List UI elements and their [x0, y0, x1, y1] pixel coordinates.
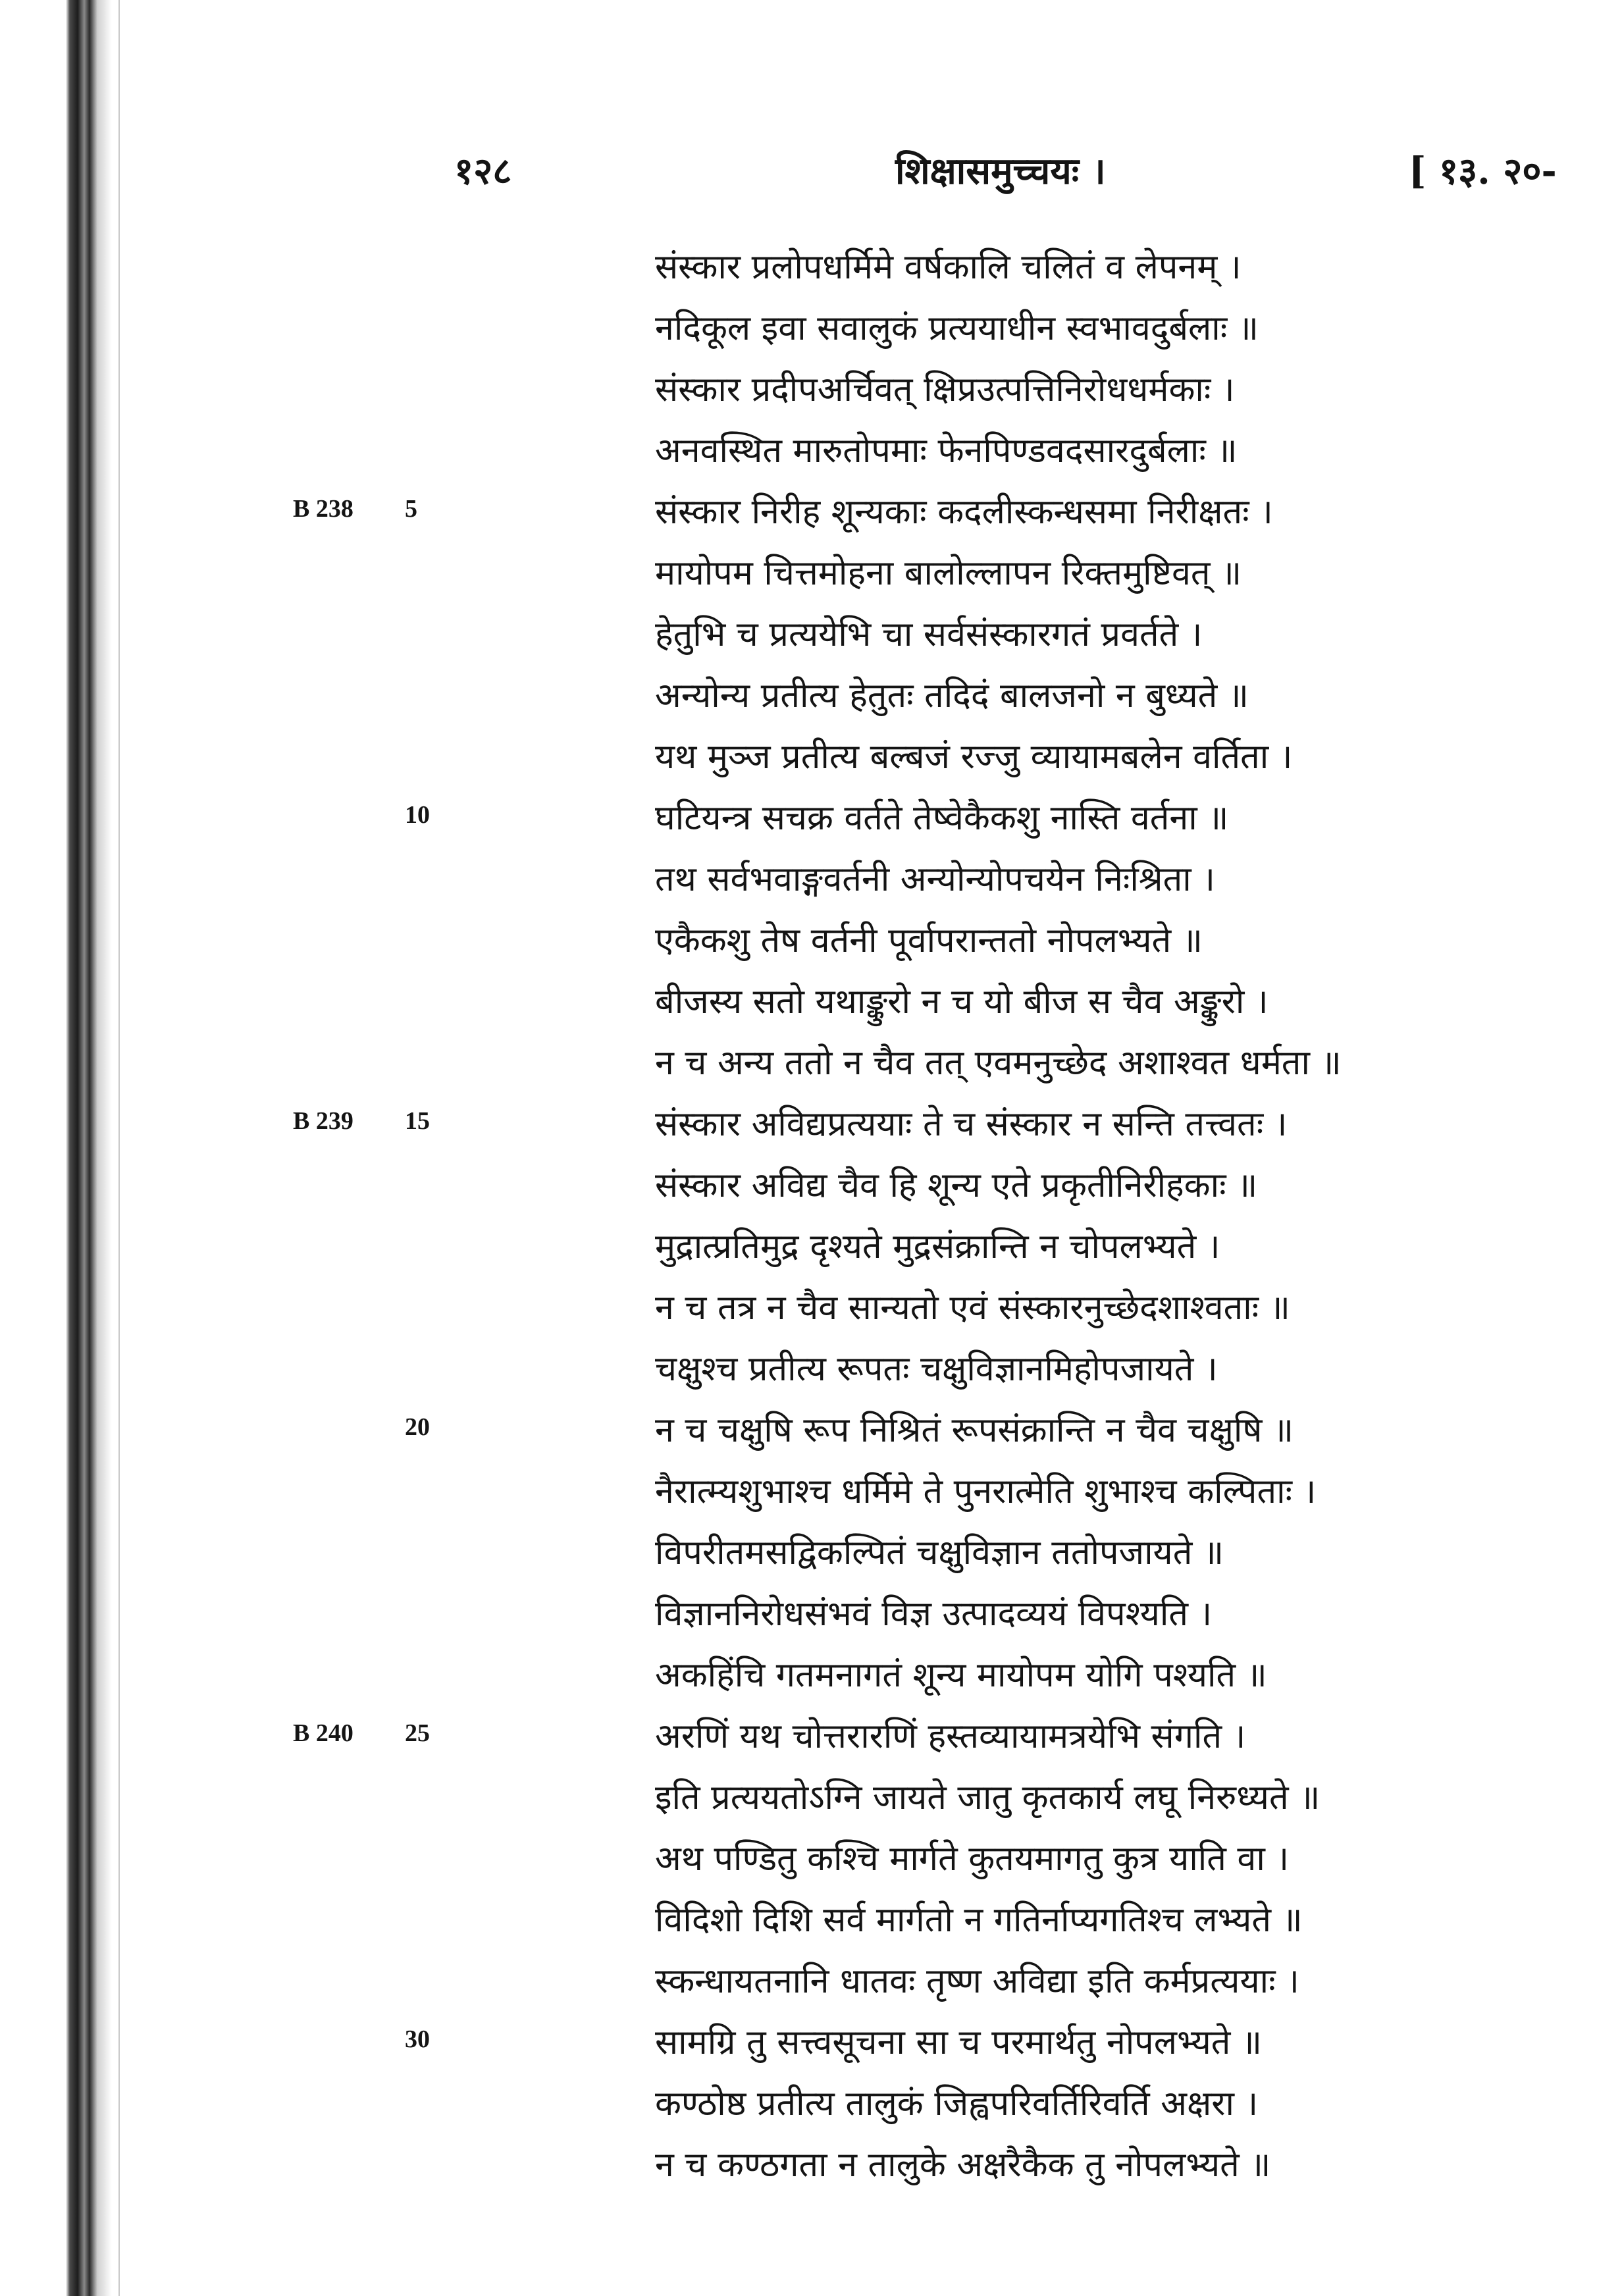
verse-line: अनवस्थित मारुतोपमाः फेनपिण्डवदसारदुर्बलाः ॥: [655, 431, 1238, 471]
page-number: १२८: [454, 149, 512, 193]
line-number-15: 15: [405, 1107, 430, 1135]
verse-block: [655, 237, 1603, 2196]
verse-line: विदिशो दिशि सर्व मार्गतो न गतिर्नाप्यगतिश्च लभ्यते ॥: [655, 1900, 1303, 1940]
verse-line: संस्कार अविद्य चैव हि शून्य एते प्रकृतीनिरीहकाः ॥: [655, 1166, 1258, 1205]
line-number-30: 30: [405, 2025, 430, 2053]
verse-line: मुद्रात्प्रतिमुद्र दृश्यते मुद्रसंक्रान्ति न चोपलभ्यते ।: [655, 1227, 1220, 1266]
verse-line: बीजस्य सतो यथाङ्कुरो न च यो बीज स चैव अङ्कुरो ।: [655, 982, 1269, 1022]
verse-line: सामग्रि तु सत्त्वसूचना सा च परमार्थतु नोपलभ्यते ॥: [655, 2023, 1263, 2062]
verse-line: न च कण्ठगता न तालुके अक्षरैकैक तु नोपलभ्यते ॥: [655, 2145, 1271, 2185]
verse-line: चक्षुश्च प्रतीत्य रूपतः चक्षुविज्ञानमिहोपजायते ।: [655, 1349, 1218, 1389]
book-binding-shadow: [0, 0, 132, 2296]
line-number-5: 5: [405, 495, 417, 523]
verse-line: मायोपम चित्तमोहना बालोल्लापन रिक्तमुष्टिवत् ॥: [655, 554, 1242, 593]
verse-line: हेतुभि च प्रत्ययेभि चा सर्वसंस्कारगतं प्रवर्तते ।: [655, 615, 1203, 654]
verse-line: एकैकशु तेष वर्तनी पूर्वापरान्ततो नोपलभ्यते ॥: [655, 921, 1203, 960]
verse-line: स्कन्धायतनानि धातवः तृष्ण अविद्या इति कर्मप्रत्ययाः ।: [655, 1962, 1299, 2001]
line-number-10: 10: [405, 801, 430, 829]
verse-line: तथ सर्वभवाङ्गवर्तनी अन्योन्योपचयेन निःश्रिता ।: [655, 860, 1215, 899]
line-number-25: 25: [405, 1719, 430, 1747]
verse-line: इति प्रत्ययतोऽग्नि जायते जातु कृतकार्य लघू निरुध्यते ॥: [655, 1778, 1321, 1817]
margin-reference-b238: B 238: [293, 495, 353, 523]
verse-line: अथ पण्डितु कश्चि मार्गते कुतयमागतु कुत्र याति वा ।: [655, 1839, 1290, 1879]
verse-line: न च अन्य ततो न चैव तत् एवमनुच्छेद अशाश्वत धर्मता ॥: [655, 1043, 1342, 1083]
verse-line: विपरीतमसद्विकल्पितं चक्षुविज्ञान ततोपजायते ॥: [655, 1533, 1224, 1573]
verse-line: यथ मुञ्ज प्रतीत्य बल्बजं रज्जु व्यायामबलेन वर्तिता ।: [655, 737, 1293, 777]
verse-line: अन्योन्य प्रतीत्य हेतुतः तदिदं बालजनो न बुध्यते ॥: [655, 676, 1249, 716]
verse-line: अरणिं यथ चोत्तरारणिं हस्तव्यायामत्रयेभि संगति ।: [655, 1717, 1246, 1756]
verse-line: नैरात्म्यशुभाश्च धर्मिमे ते पुनरात्मेति शुभाश्च कल्पिताः ।: [655, 1472, 1317, 1511]
line-number-20: 20: [405, 1413, 430, 1441]
binding-edge-line: [118, 0, 120, 2296]
verse-line: संस्कार अविद्यप्रत्ययाः ते च संस्कार न सन्ति तत्त्वतः ।: [655, 1105, 1288, 1144]
margin-reference-b239: B 239: [293, 1107, 353, 1135]
verse-line: संस्कार निरीह शून्यकाः कदलीस्कन्धसमा निरीक्षतः ।: [655, 492, 1273, 532]
verse-line: संस्कार प्रदीपअर्चिवत् क्षिप्रउत्पत्तिनिरोधधर्मकाः ।: [655, 370, 1235, 409]
verse-line: नदिकूल इवा सवालुकं प्रत्ययाधीन स्वभावदुर्बलाः ॥: [655, 309, 1259, 348]
section-reference: [ १३. २०-: [1409, 149, 1557, 193]
verse-line: अकहिंचि गतमनागतं शून्य मायोपम योगि पश्यति ॥: [655, 1656, 1267, 1695]
verse-line: घटियन्त्र सचक्र वर्तते तेष्वेकैकशु नास्ति वर्तना ॥: [655, 798, 1229, 838]
verse-line: कण्ठोष्ठ प्रतीत्य तालुकं जिह्वपरिवर्तिरिवर्ति अक्षरा ।: [655, 2084, 1259, 2124]
verse-line: विज्ञाननिरोधसंभवं विज्ञ उत्पादव्ययं विपश्यति ।: [655, 1594, 1213, 1634]
running-title: शिक्षासमुच्चयः ।: [895, 149, 1106, 193]
margin-reference-b240: B 240: [293, 1719, 353, 1747]
verse-line: न च चक्षुषि रूप निश्रितं रूपसंक्रान्ति न चैव चक्षुषि ॥: [655, 1411, 1294, 1450]
verse-line: संस्कार प्रलोपधर्मिमे वर्षकालि चलितं व लेपनम् ।: [655, 248, 1242, 287]
verse-line: न च तत्र न चैव सान्यतो एवं संस्कारनुच्छेदशाश्वताः ॥: [655, 1288, 1290, 1328]
